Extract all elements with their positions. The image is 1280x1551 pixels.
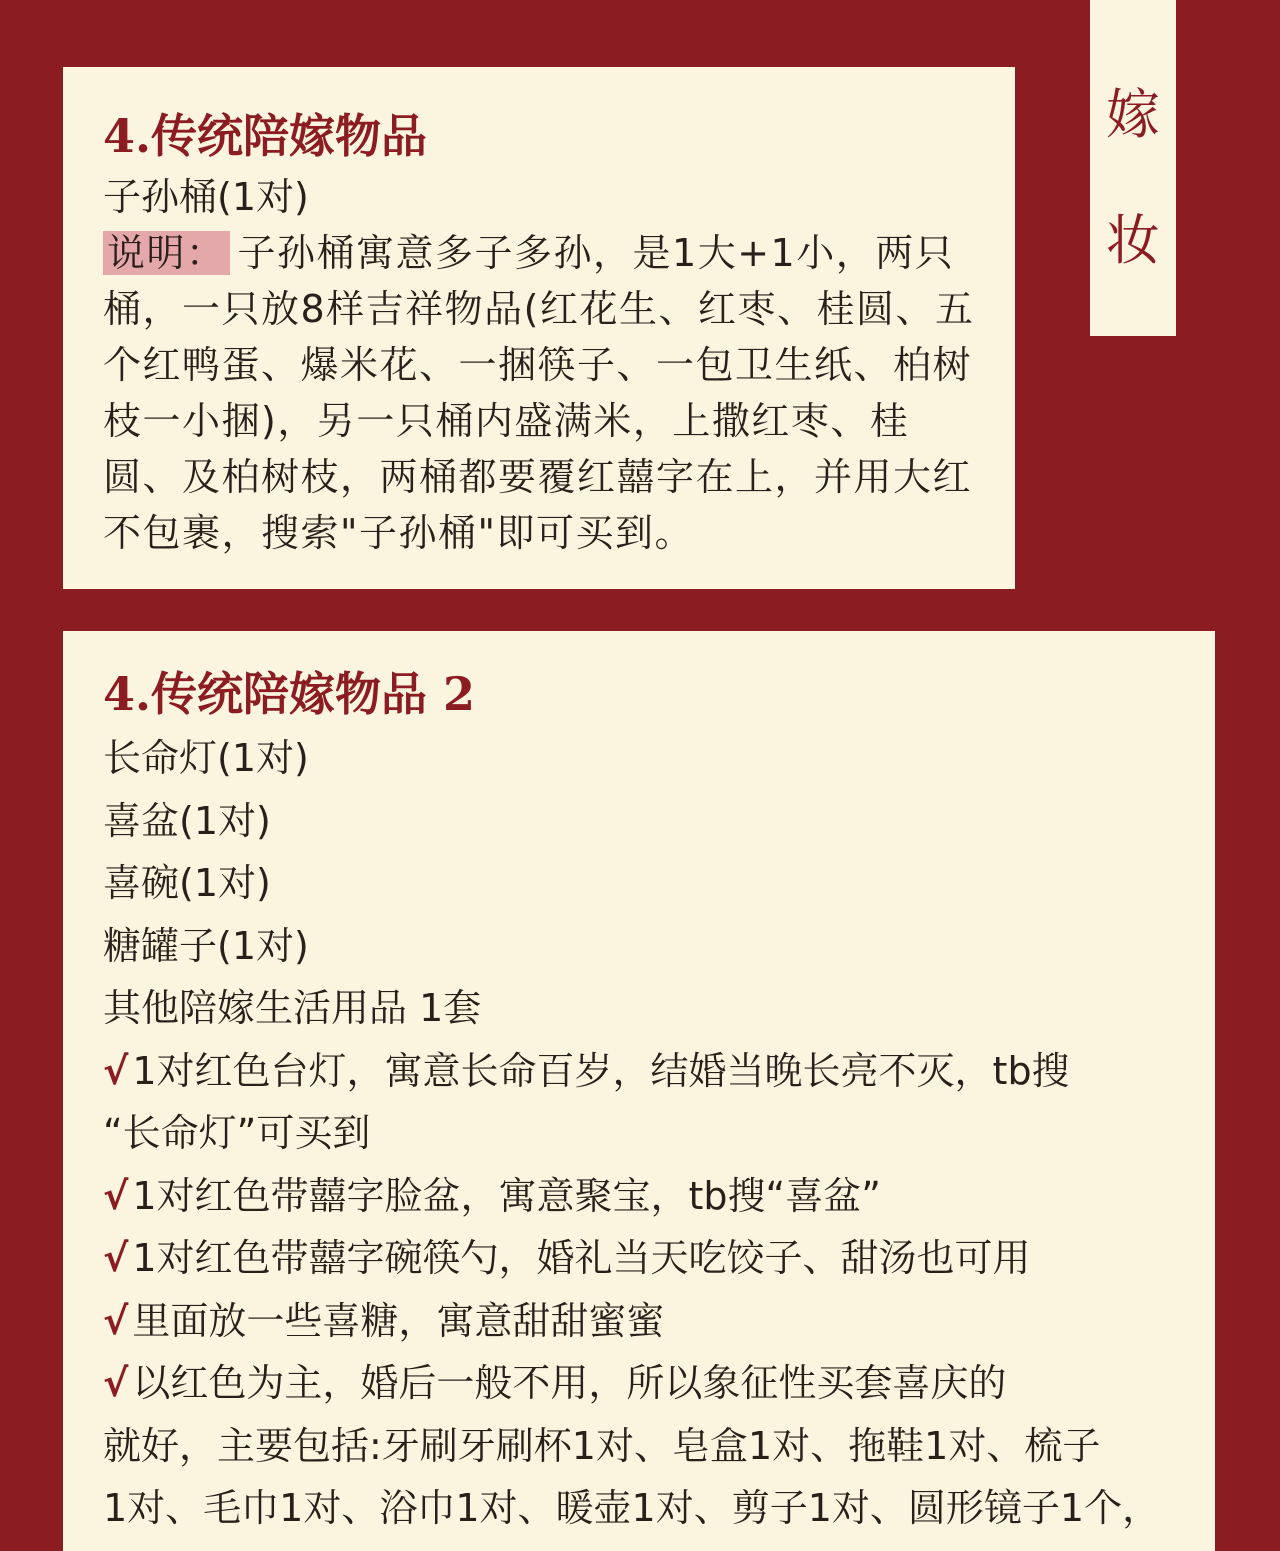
note-line xyxy=(103,1477,1185,1540)
dowry-card-2 xyxy=(63,631,1215,1551)
description-paragraph xyxy=(103,225,985,561)
note-text: 1对红色带囍字碗筷勺，婚礼当天吃饺子、甜汤也可用 xyxy=(132,1236,1031,1280)
note-line xyxy=(103,1102,1185,1165)
note-line xyxy=(103,1415,1185,1478)
note-line xyxy=(103,1040,1185,1103)
note-text: 1对、毛巾1对、浴巾1对、暖壶1对、剪子1对、圆形镜子1个， xyxy=(103,1486,1161,1530)
section-title: 4.传统陪嫁物品 xyxy=(103,109,428,163)
list-item: 喜盆(1对) xyxy=(103,798,271,843)
list-item: 喜碗(1对) xyxy=(103,861,271,905)
note-line xyxy=(103,1290,1185,1353)
note-text: 1对红色带囍字脸盆，寓意聚宝，tb搜“喜盆” xyxy=(132,1173,881,1218)
note-line xyxy=(103,1227,1185,1290)
note-text: “长命灯”可买到 xyxy=(103,1111,371,1155)
side-char-1: 嫁 xyxy=(1106,83,1160,146)
check-icon: √ xyxy=(103,1361,129,1405)
check-icon: √ xyxy=(103,1236,129,1280)
side-char-2: 妆 xyxy=(1106,209,1160,272)
dowry-card-1 xyxy=(63,67,1015,589)
item-name: 子孙桶(1对) xyxy=(103,175,309,219)
check-icon: √ xyxy=(103,1298,129,1343)
description-label: 说明： xyxy=(103,231,230,275)
note-line xyxy=(103,1165,1185,1228)
check-icon: √ xyxy=(103,1048,129,1093)
list-item: 其他陪嫁生活用品 1套 xyxy=(103,986,482,1030)
check-icon: √ xyxy=(103,1173,129,1218)
note-text: 以红色为主，婚后一般不用，所以象征性买套喜庆的 xyxy=(132,1361,1007,1405)
note-text: 里面放一些喜糖，寓意甜甜蜜蜜 xyxy=(132,1298,665,1343)
note-line xyxy=(103,1352,1185,1415)
side-tab xyxy=(1090,0,1176,336)
list-item: 长命灯(1对) xyxy=(103,736,309,780)
list-item: 糖罐子(1对) xyxy=(103,923,309,968)
note-text: 就好，主要包括:牙刷牙刷杯1对、皂盒1对、拖鞋1对、梳子 xyxy=(103,1423,1101,1468)
description-text: 子孙桶寓意多子多孙，是1大+1小，两只桶，一只放8样吉祥物品(红花生、红枣、桂圆、五个红鸭蛋、爆米花、一捆筷子、一包卫生纸、柏树枝一小捆)，另一只桶内盛满米，上撒红枣、桂圆、及柏树枝，两桶都要覆红囍字在上，并用大红不包裹，搜索"子孙桶"即可买到。 xyxy=(103,231,975,555)
section-title: 4.传统陪嫁物品 2 xyxy=(103,667,476,721)
note-text: 1对红色台灯，寓意长命百岁，结婚当晚长亮不灭，tb搜 xyxy=(132,1048,1070,1093)
